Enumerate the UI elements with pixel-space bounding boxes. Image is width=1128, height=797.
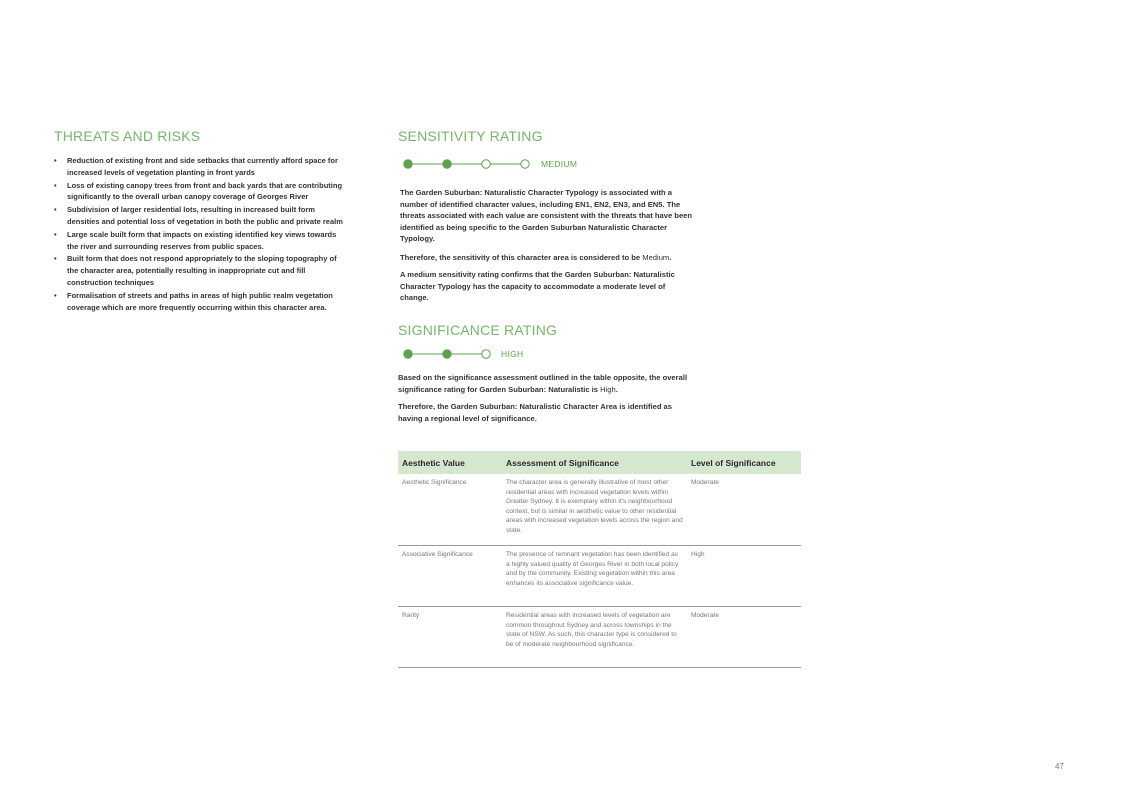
sensitivity-value: Medium [642,253,670,262]
significance-rating-label: HIGH [501,349,524,359]
sensitivity-rating-label: MEDIUM [541,159,578,169]
threat-item: • Large scale built form that impacts on existing identified key views towards the river and surrounding reserves from public spaces. [54,229,344,253]
sensitivity-heading: SENSITIVITY RATING [398,128,543,144]
threat-item: • Reduction of existing front and side setbacks that currently afford space for increased levels of vegetation planting in front yards [54,155,344,179]
significance-table [398,451,801,668]
sensitivity-dot-filled [443,160,451,168]
sensitivity-dot-empty [482,160,490,168]
table-cell: Moderate [691,612,719,619]
sensitivity-period: . [669,253,672,262]
significance-paragraph-1 [398,372,693,395]
sensitivity-paragraph-3: A medium sensitivity rating confirms that the Garden Suburban: Naturalistic Character Typology has the capacity to accommodate a moderate level of change. [400,270,675,302]
significance-value: High [600,384,616,394]
table-cell: High [691,551,705,558]
threats-list [54,155,344,314]
significance-dot-empty [482,350,490,358]
sensitivity-conclusion-text: Therefore, the sensitivity of this character area is considered to be [400,253,643,262]
table-cell: The presence of remnant vegetation has been identified as a highly valued quality of Georges River in both local policy and by the community. Existing vegetation within this area enhances its associative significance value. [506,551,679,587]
table-cell: Moderate [691,479,719,486]
column-header: Level of Significance [687,451,801,474]
table-cell: The character area is generally illustrative of most other residential areas with increased vegetation levels within Greater Sydney. It is exemplary within it's neighbourhood context, but is similar in aesthetic value to other residential areas with increased vegetation levels across the region and state. [506,479,683,534]
sensitivity-rating-scale [403,157,583,171]
table-cell: Rarity [402,612,420,619]
sensitivity-dots [403,157,533,171]
significance-dots [403,347,495,361]
threat-item: • Formalisation of streets and paths in areas of high public realm vegetation coverage which are more frequently occurring within this character area. [54,290,344,314]
column-header: Assessment of Significance [502,451,687,474]
significance-heading: SIGNIFICANCE RATING [398,322,558,338]
column-header: Aesthetic Value [398,451,502,474]
threat-item: • Subdivision of larger residential lots, resulting in increased built form densities and potential loss of vegetation in both the public and private realm [54,204,344,228]
table-cell: Associative Significance [402,551,473,558]
significance-rating-scale [403,347,563,361]
table-header-row [398,451,801,474]
table-row [398,607,801,668]
table-row [398,474,801,546]
page-number: 47 [1055,762,1064,771]
table-row [398,546,801,607]
table-cell: Aesthetic Significance [402,479,467,486]
sensitivity-dot-filled [404,160,412,168]
threat-item: • Built form that does not respond appropriately to the sloping topography of the character area, potentially resulting in inappropriate cut and fill construction techniques [54,253,344,288]
sensitivity-dot-empty [521,160,529,168]
significance-dot-filled [404,350,412,358]
threats-heading: THREATS AND RISKS [54,128,201,144]
significance-period: . [615,384,618,394]
sensitivity-paragraph-2 [400,252,710,264]
significance-conclusion-text: Based on the significance assessment outlined in the table opposite, the overall significance rating for Garden Suburban: Naturalistic is [398,373,688,394]
threat-item: • Loss of existing canopy trees from front and back yards that are contributing significantly to the overall urban canopy coverage of Georges River [54,180,344,204]
significance-dot-filled [443,350,451,358]
sensitivity-paragraph-1: The Garden Suburban: Naturalistic Character Typology is associated with a number of identified character values, including EN1, EN2, EN3, and EN5. The threats associated with each value are consistent with the threats that have been identified as being specific to the Garden Suburban Naturalistic Character Typology. [400,188,693,243]
significance-paragraph-2: Therefore, the Garden Suburban: Naturalistic Character Area is identified as having a regional level of significance. [398,402,673,423]
table-cell: Residential areas with increased levels of vegetation are common throughout Sydney and across townships in the state of NSW. As such, this character type is considered to be of moderate neighbourhood significance. [506,612,677,648]
